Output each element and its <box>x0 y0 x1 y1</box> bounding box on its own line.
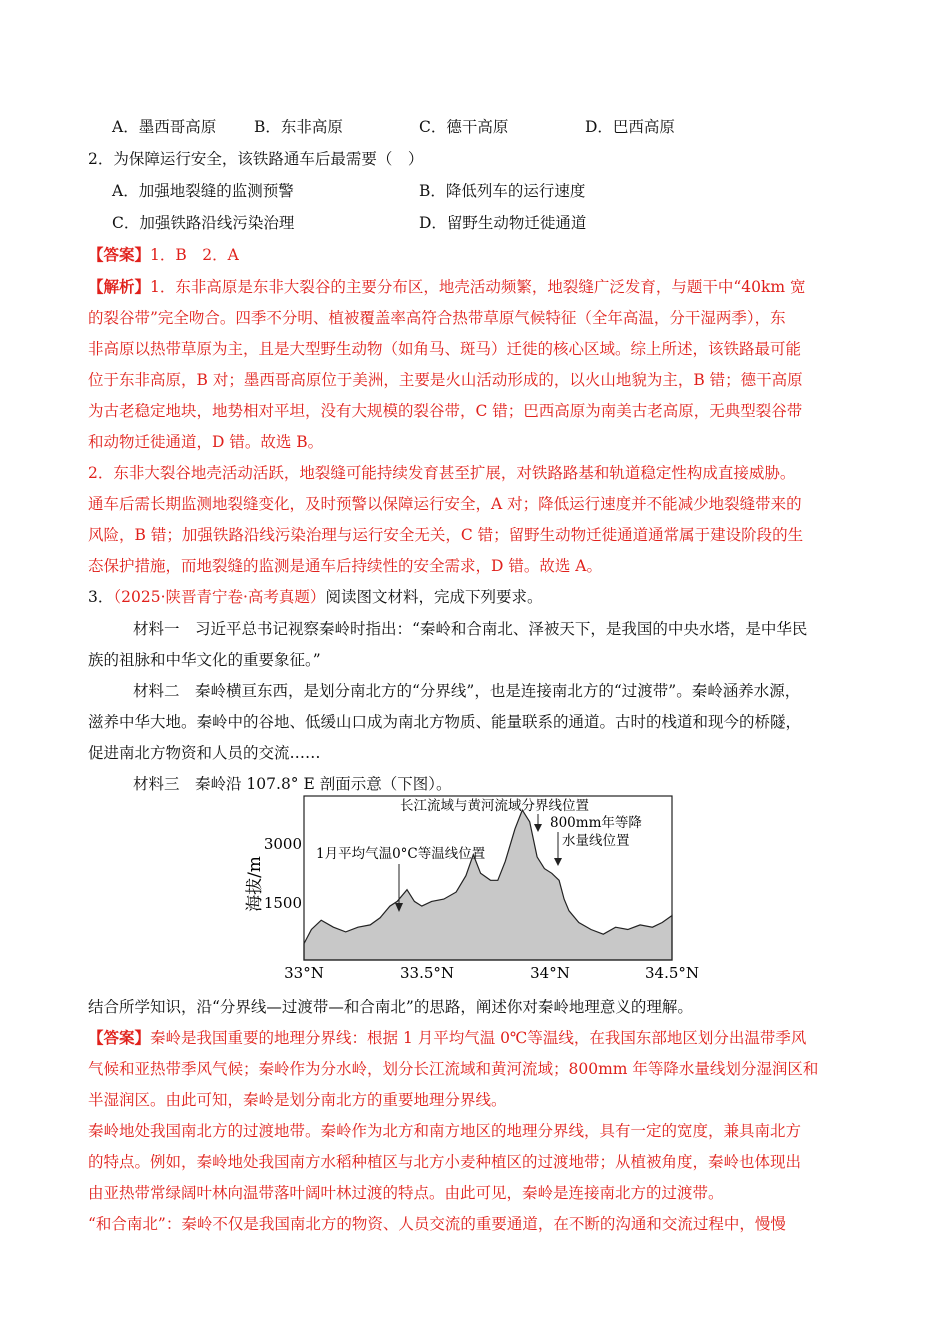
answer3-line: 由亚热带常绿阔叶林向温带落叶阔叶林过渡的特点。由此可见，秦岭是连接南北方的过渡带。 <box>88 1184 724 1202</box>
q2-stem: 2．为保障运行安全，该铁路通车后最需要（ ） <box>88 150 424 168</box>
x-tick-label: 34.5°N <box>644 964 700 982</box>
annotation-isotherm: 1月平均气温0°C等温线位置 <box>316 846 486 862</box>
answer3-line: 的特点。例如，秦岭地处我国南方水稻种植区与北方小麦种植区的过渡地带；从植被角度，秦岭也体现出 <box>88 1153 802 1171</box>
x-tick-label: 33.5°N <box>399 964 455 982</box>
material-line: 促进南北方物资和人员的交流…… <box>88 744 321 762</box>
answer3-line <box>88 1028 806 1048</box>
analysis-line: 通车后需长期监测地裂缝变化，及时预警以保障运行安全，A 对；降低运行速度并不能减少地裂缝带来的 <box>88 495 802 513</box>
answer-text: 1．B 2．A <box>150 246 239 264</box>
annotation-watershed: 长江流域与黄河流域分界线位置 <box>400 798 589 814</box>
q2-option-c: C．加强铁路沿线污染治理 <box>112 214 295 232</box>
q3-number: 3． <box>88 588 114 606</box>
q3-stem-text: 阅读图文材料，完成下列要求。 <box>325 588 543 606</box>
y-tick-label: 3000 <box>263 835 302 853</box>
analysis-line: 位于东非高原，B 对；墨西哥高原位于美洲，主要是火山活动形成的，以火山地貌为主，B 错；德干高原 <box>88 371 803 389</box>
arrowhead-precipitation <box>554 858 562 866</box>
analysis-line: 态保护措施，而地裂缝的监测是通车后持续性的安全需求，D 错。故选 A。 <box>88 557 602 575</box>
q2-option-a: A．加强地裂缝的监测预警 <box>112 182 294 200</box>
answer3-line: “和合南北”：秦岭不仅是我国南北方的物资、人员交流的重要通道，在不断的沟通和交流过程中，慢慢 <box>88 1215 786 1233</box>
analysis-line: 的裂谷带”完全吻合。四季不分明、植被覆盖率高符合热带草原气候特征（全年高温，分干湿两季），东 <box>88 309 786 327</box>
analysis-line: 和动物迁徙通道，D 错。故选 B。 <box>88 433 324 451</box>
analysis-text: 1．东非高原是东非大裂谷的主要分布区，地壳活动频繁，地裂缝广泛发育，与题干中“40km 宽 <box>150 278 806 296</box>
q2-option-b: B．降低列车的运行速度 <box>419 182 586 200</box>
q1-option-b: B．东非高原 <box>254 118 343 136</box>
material-line: 族的祖脉和中华文化的重要象征。” <box>88 651 321 669</box>
q3-question: 结合所学知识，沿“分界线—过渡带—和合南北”的思路，阐述你对秦岭地理意义的理解。 <box>88 998 693 1016</box>
q1-option-c: C．德干高原 <box>419 118 509 136</box>
answer-1-2 <box>88 245 239 265</box>
analysis-tag: 【解析】 <box>88 277 151 296</box>
q2-option-d: D．留野生动物迁徙通道 <box>419 214 587 232</box>
q1-option-a: A．墨西哥高原 <box>112 118 217 136</box>
analysis-line <box>88 277 806 297</box>
y-axis-label: 海拔/m <box>245 856 265 912</box>
material-line: 材料三 秦岭沿 107.8° E 剖面示意（下图）。 <box>133 775 452 793</box>
answer3-tag: 【答案】 <box>88 1028 151 1047</box>
q3-stem <box>88 587 542 607</box>
answer3-text: 秦岭是我国重要的地理分界线：根据 1 月平均气温 0℃等温线，在我国东部地区划分出温带季风 <box>150 1029 807 1047</box>
answer3-line: 气候和亚热带季风气候；秦岭作为分水岭，划分长江流域和黄河流域；800mm 年等降水量线划分湿润区和 <box>88 1060 819 1078</box>
annotation-precipitation-line2: 水量线位置 <box>562 833 630 849</box>
q1-option-d: D．巴西高原 <box>585 118 675 136</box>
annotation-precipitation-line1: 800mm年等降 <box>550 815 642 831</box>
answer-tag: 【答案】 <box>88 245 151 264</box>
answer3-line: 半湿润区。由此可知，秦岭是划分南北方的重要地理分界线。 <box>88 1091 507 1109</box>
q3-source: （2025·陕晋青宁卷·高考真题） <box>113 588 326 606</box>
material-line: 滋养中华大地。秦岭中的谷地、低缓山口成为南北方物质、能量联系的通道。古时的栈道和现今的桥隧， <box>88 713 802 731</box>
x-tick-label: 33°N <box>284 964 324 982</box>
material-line: 材料一 习近平总书记视察秦岭时指出：“秦岭和合南北、泽被天下，是我国的中央水塔，是中华民 <box>133 620 808 638</box>
analysis-line: 风险，B 错；加强铁路沿线污染治理与运行安全无关，C 错；留野生动物迁徙通道通常属于建设阶段的生 <box>88 526 804 544</box>
profile-chart <box>240 790 710 985</box>
answer3-line: 秦岭地处我国南北方的过渡地带。秦岭作为北方和南方地区的地理分界线，具有一定的宽度，兼具南北方 <box>88 1122 802 1140</box>
analysis-line: 非高原以热带草原为主，且是大型野生动物（如角马、斑马）迁徙的核心区域。综上所述，该铁路最可能 <box>88 340 802 358</box>
analysis-line: 为古老稳定地块，地势相对平坦，没有大规模的裂谷带，C 错；巴西高原为南美古老高原，无典型裂谷带 <box>88 402 803 420</box>
x-tick-label: 34°N <box>530 964 570 982</box>
material-line: 材料二 秦岭横亘东西，是划分南北方的“分界线”，也是连接南北方的“过渡带”。秦岭涵养水源， <box>133 682 801 700</box>
arrowhead-watershed <box>534 824 542 832</box>
y-tick-label: 1500 <box>263 894 302 912</box>
analysis-line: 2．东非大裂谷地壳活动活跃，地裂缝可能持续发育甚至扩展，对铁路路基和轨道稳定性构成直接威胁。 <box>88 464 796 482</box>
